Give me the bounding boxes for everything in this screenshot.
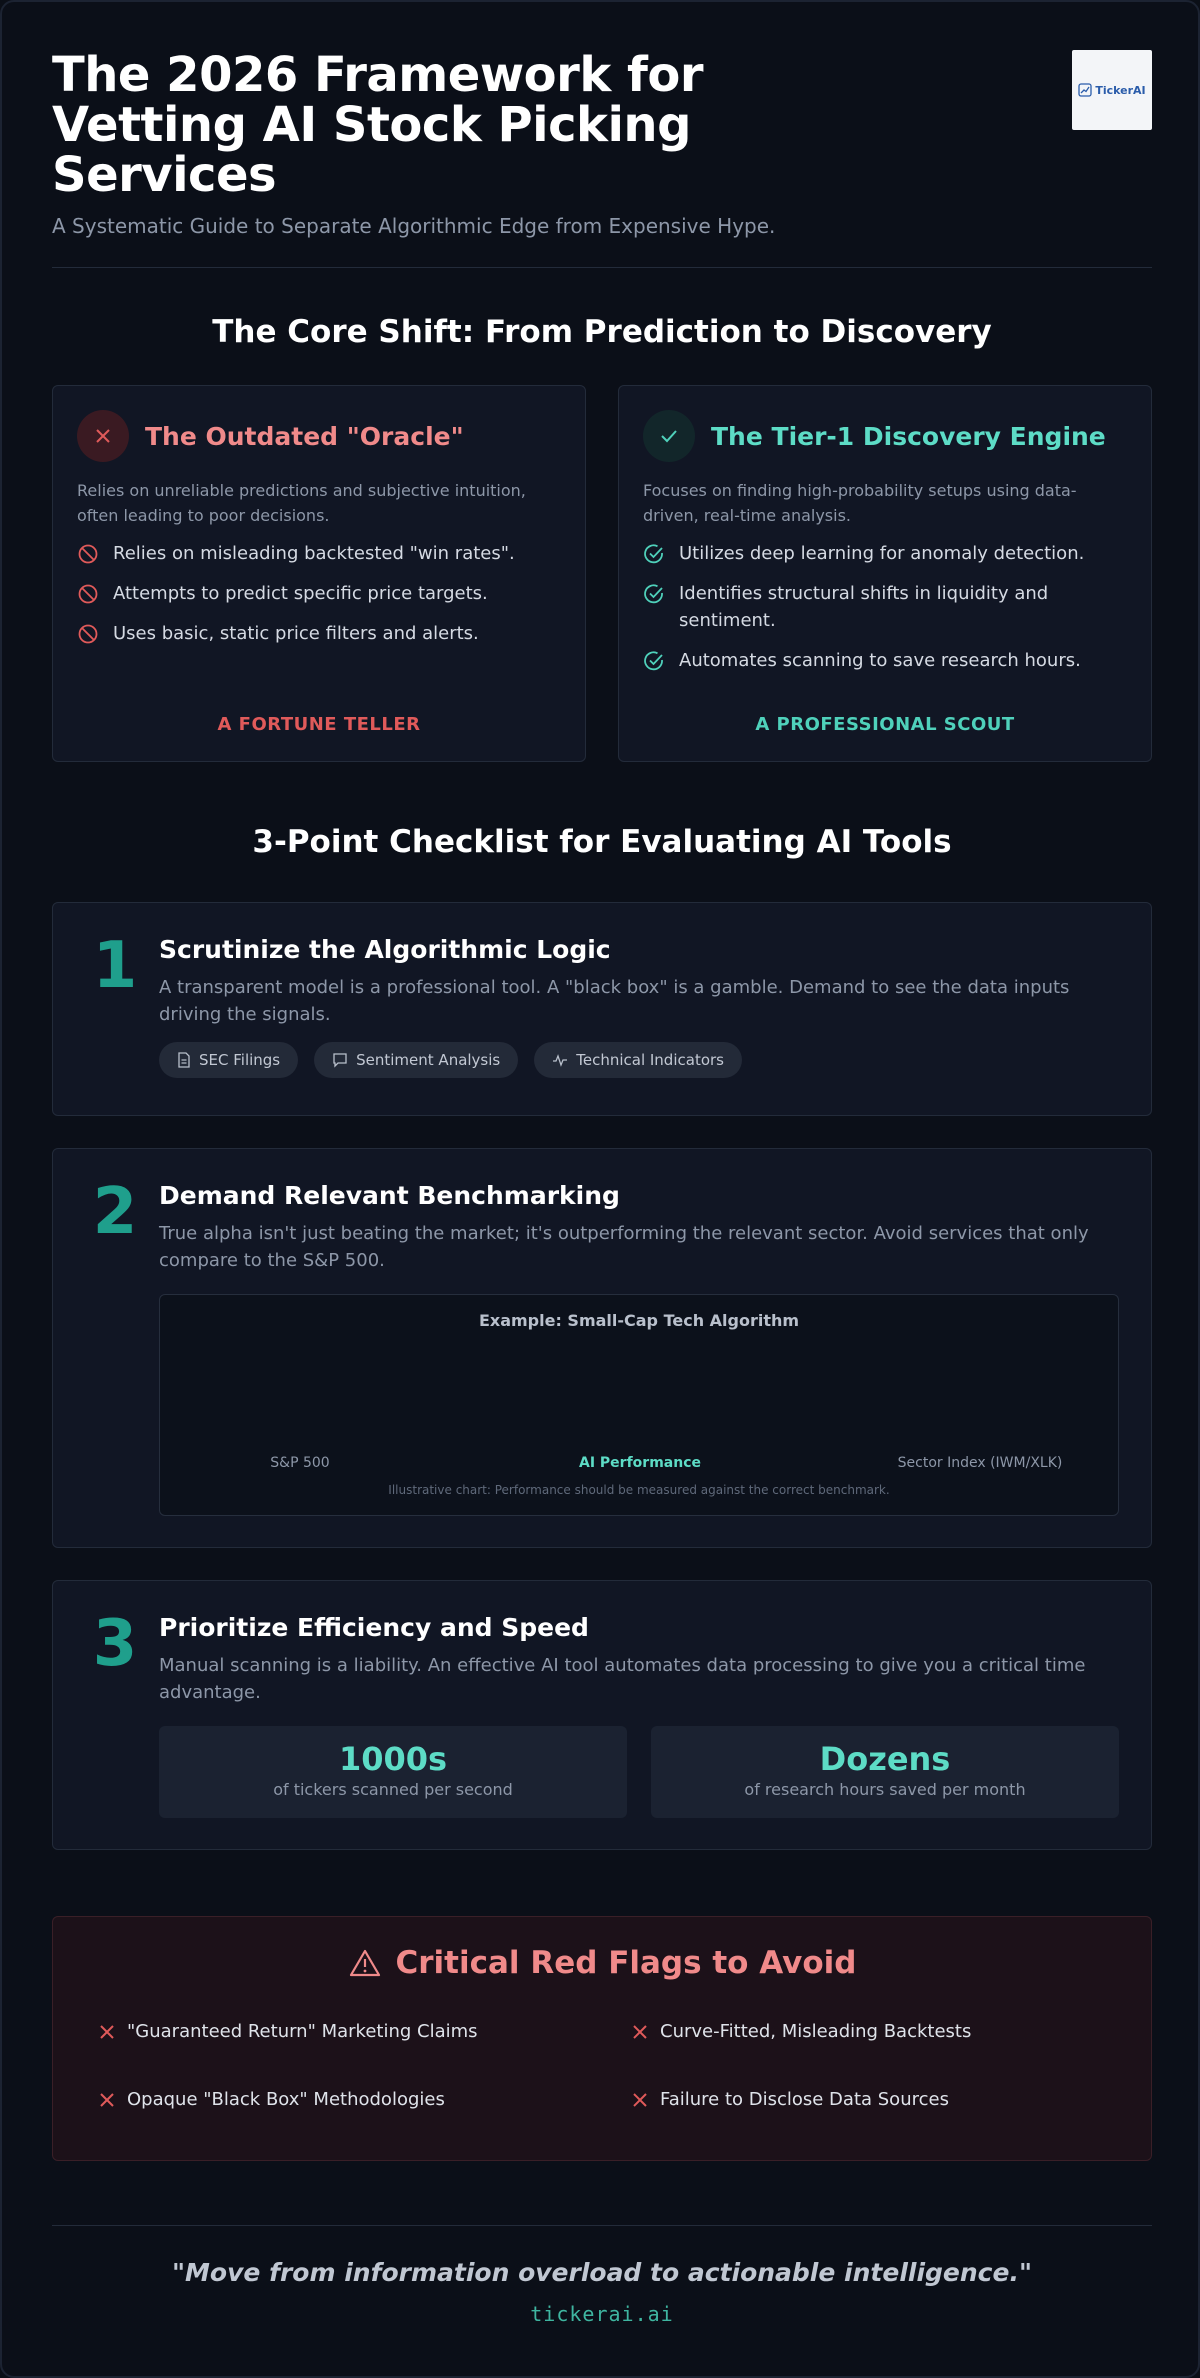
check-circle-icon — [643, 583, 665, 605]
engine-description: Focuses on finding high-probability setups using data-driven, real-time analysis. — [643, 481, 1077, 525]
oracle-item-text: Attempts to predict specific price targets. — [113, 583, 488, 604]
header — [52, 47, 1152, 240]
chat-bubble-icon — [332, 1052, 348, 1068]
stat-label: of research hours saved per month — [744, 1780, 1026, 1799]
red-flag-text: Curve-Fitted, Misleading Backtests — [660, 2021, 972, 2042]
checklist-item-2 — [52, 1148, 1152, 1548]
engine-title: The Tier-1 Discovery Engine — [711, 421, 1106, 451]
list-item — [77, 540, 567, 567]
close-icon — [92, 425, 114, 447]
chart-label-sp500: S&P 500 — [270, 1455, 330, 1471]
logo — [1072, 50, 1152, 130]
step-description: Manual scanning is a liability. An effective AI tool automates data processing to give you a critical time advantage. — [159, 1655, 1086, 1703]
stat-value: 1000s — [338, 1740, 448, 1778]
logo-text: TickerAI — [1095, 83, 1146, 97]
list-item — [77, 620, 567, 647]
page-title: The 2026 Framework for Vetting AI Stock Picking Services — [52, 47, 703, 203]
close-icon — [632, 2024, 648, 2040]
step-number: 1 — [92, 929, 138, 1003]
pulse-icon — [552, 1052, 568, 1068]
page-subtitle: A Systematic Guide to Separate Algorithmic Edge from Expensive Hype. — [52, 214, 776, 238]
stat-label: of tickers scanned per second — [273, 1780, 513, 1799]
engine-badge — [643, 410, 695, 462]
oracle-description: Relies on unreliable predictions and subjective intuition, often leading to poor decisions. — [77, 481, 526, 525]
footer-divider — [52, 2225, 1152, 2226]
list-item — [643, 580, 1133, 634]
stat-tickers-scanned — [159, 1726, 627, 1818]
core-shift-title: The Core Shift: From Prediction to Discovery — [212, 314, 992, 350]
red-flag-text: Opaque "Black Box" Methodologies — [127, 2089, 445, 2110]
warning-icon — [348, 1948, 382, 1978]
step-title: Demand Relevant Benchmarking — [159, 1181, 620, 1210]
engine-list — [643, 540, 1133, 687]
chart-label-ai-performance: AI Performance — [579, 1455, 701, 1471]
list-item — [643, 647, 1133, 674]
prohibited-icon — [77, 543, 99, 565]
close-icon — [632, 2092, 648, 2108]
oracle-list — [77, 540, 567, 660]
engine-card — [618, 385, 1152, 762]
close-icon — [99, 2024, 115, 2040]
chart-title: Example: Small-Cap Tech Algorithm — [478, 1311, 800, 1330]
tag-label: Technical Indicators — [576, 1051, 724, 1069]
prohibited-icon — [77, 623, 99, 645]
chart-caption: Illustrative chart: Performance should be measured against the correct benchmark. — [388, 1483, 890, 1497]
tag-technical-indicators — [534, 1042, 742, 1078]
red-flags-panel — [52, 1916, 1152, 2161]
step-description: A transparent model is a professional tool. A "black box" is a gamble. Demand to see the data inputs driving the signals. — [159, 977, 1070, 1025]
engine-item-text: Identifies structural shifts in liquidity and sentiment. — [679, 583, 1049, 631]
close-icon — [99, 2092, 115, 2108]
red-flag-text: Failure to Disclose Data Sources — [660, 2089, 949, 2110]
red-flag-item — [99, 2021, 478, 2042]
red-flag-item — [99, 2089, 445, 2110]
footer-site-link[interactable]: tickerai.ai — [530, 2302, 674, 2326]
footer-quote: "Move from information overload to actionable intelligence." — [172, 2258, 1032, 2287]
oracle-title: The Outdated "Oracle" — [145, 421, 464, 451]
engine-item-text: Utilizes deep learning for anomaly detection. — [679, 543, 1085, 564]
check-circle-icon — [643, 650, 665, 672]
oracle-badge — [77, 410, 129, 462]
document-icon — [177, 1052, 191, 1068]
checklist-title: 3-Point Checklist for Evaluating AI Tools — [252, 824, 952, 860]
oracle-card — [52, 385, 586, 762]
step-title: Prioritize Efficiency and Speed — [159, 1613, 589, 1642]
oracle-footer-label: A FORTUNE TELLER — [217, 714, 421, 735]
tag-sec-filings — [159, 1042, 298, 1078]
step-title: Scrutinize the Algorithmic Logic — [159, 935, 611, 964]
step-number: 3 — [92, 1607, 138, 1681]
data-input-tags — [159, 1042, 1119, 1078]
tag-sentiment-analysis — [314, 1042, 518, 1078]
checklist-item-3 — [52, 1580, 1152, 1850]
red-flag-item — [632, 2021, 971, 2042]
list-item — [77, 580, 567, 607]
chart-label-sector-index: Sector Index (IWM/XLK) — [897, 1455, 1063, 1471]
tag-label: Sentiment Analysis — [356, 1051, 501, 1069]
trend-chart-icon — [1078, 83, 1092, 97]
header-divider — [52, 267, 1152, 268]
prohibited-icon — [77, 583, 99, 605]
red-flag-item — [632, 2089, 949, 2110]
oracle-item-text: Relies on misleading backtested "win rates". — [113, 543, 515, 564]
engine-footer-label: A PROFESSIONAL SCOUT — [755, 714, 1015, 735]
stat-hours-saved — [651, 1726, 1119, 1818]
stat-value: Dozens — [819, 1740, 951, 1778]
oracle-item-text: Uses basic, static price filters and alerts. — [113, 623, 479, 644]
check-circle-icon — [643, 543, 665, 565]
red-flags-title: Critical Red Flags to Avoid — [395, 1945, 857, 1981]
step-number: 2 — [92, 1175, 138, 1249]
checklist-item-1 — [52, 902, 1152, 1116]
list-item — [643, 540, 1133, 567]
engine-item-text: Automates scanning to save research hours. — [679, 650, 1081, 671]
red-flag-text: "Guaranteed Return" Marketing Claims — [127, 2021, 478, 2042]
benchmark-chart — [159, 1294, 1119, 1516]
step-description: True alpha isn't just beating the market; it's outperforming the relevant sector. Avoid services that only compare to the S&P 500. — [159, 1223, 1089, 1271]
tag-label: SEC Filings — [199, 1051, 281, 1069]
check-icon — [657, 424, 681, 448]
